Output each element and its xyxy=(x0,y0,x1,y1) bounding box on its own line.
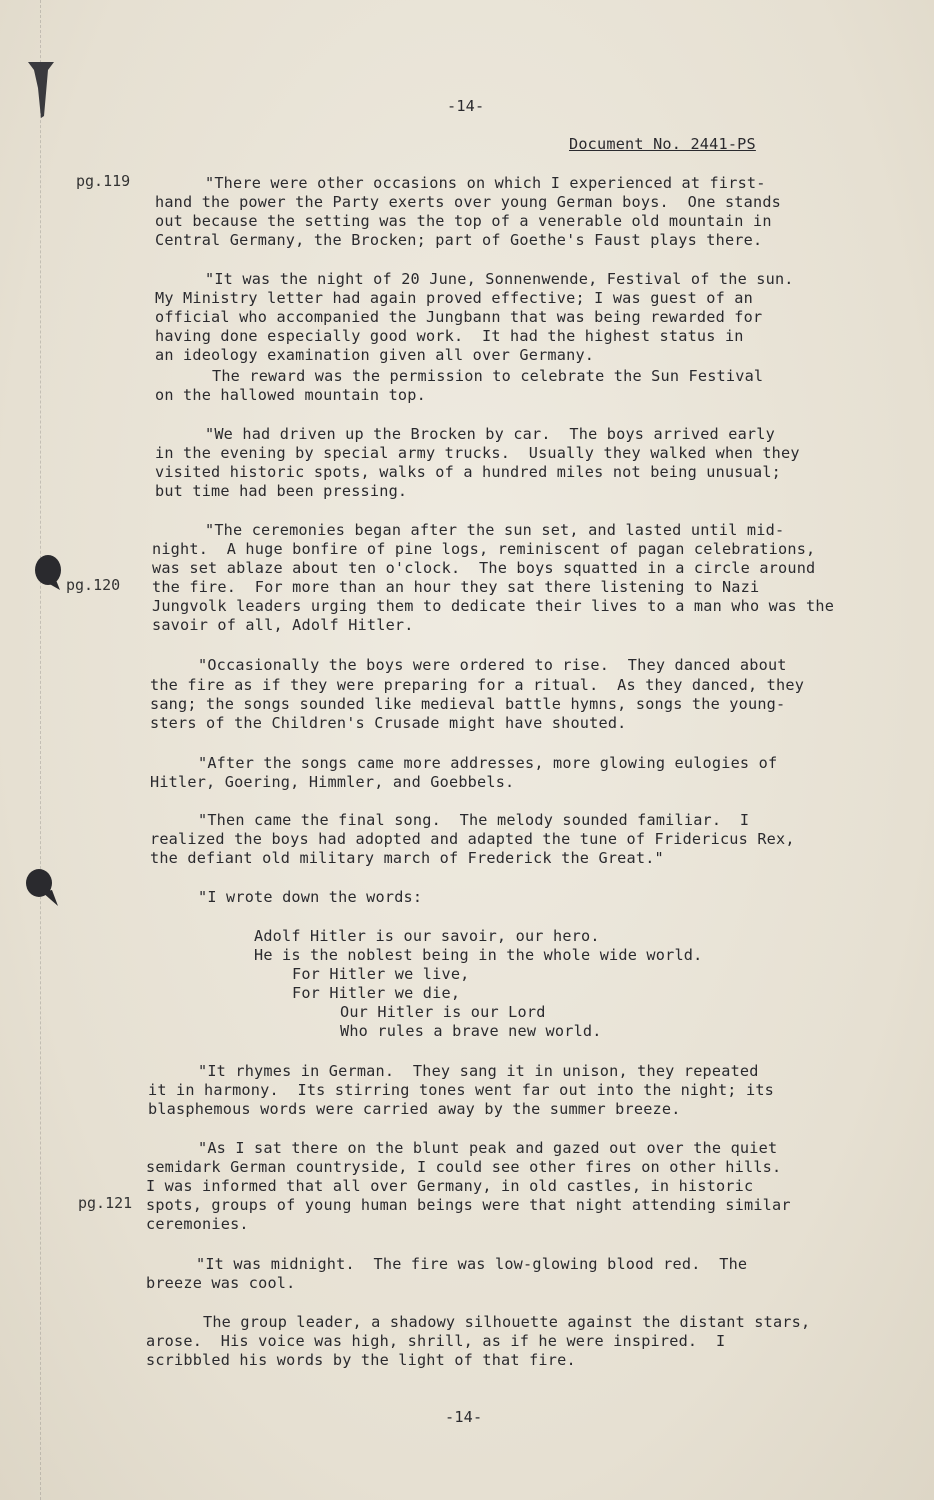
text-line: the fire. For more than an hour they sat there listening to Nazi xyxy=(152,578,760,596)
text-line: The reward was the permission to celebrate the Sun Festival xyxy=(212,367,764,385)
text-line: sang; the songs sounded like medieval battle hymns, songs the young- xyxy=(150,695,786,713)
text-line: out because the setting was the top of a venerable old mountain in xyxy=(155,212,772,230)
text-line: "I wrote down the words: xyxy=(198,888,423,906)
text-line: "It was the night of 20 June, Sonnenwende, Festival of the sun. xyxy=(205,270,794,288)
text-line: "Occasionally the boys were ordered to rise. They danced about xyxy=(198,656,787,674)
text-line: realized the boys had adopted and adapted the tune of Fridericus Rex, xyxy=(150,830,795,848)
text-line: Hitler, Goering, Himmler, and Goebbels. xyxy=(150,773,515,791)
text-line: the fire as if they were preparing for a ritual. As they danced, they xyxy=(150,676,805,694)
text-line: visited historic spots, walks of a hundred miles not being unusual; xyxy=(155,463,782,481)
verse-line: Our Hitler is our Lord xyxy=(340,1003,546,1021)
margin-ref-pg119: pg.119 xyxy=(76,172,131,190)
verse-line: For Hitler we die, xyxy=(292,984,461,1002)
text-line: "As I sat there on the blunt peak and gazed out over the quiet xyxy=(198,1139,778,1157)
text-line: "It was midnight. The fire was low-glowing blood red. The xyxy=(196,1255,748,1273)
text-line: "Then came the final song. The melody sounded familiar. I xyxy=(198,811,750,829)
text-line: it in harmony. Its stirring tones went far out into the night; its xyxy=(148,1081,775,1099)
text-line: blasphemous words were carried away by the summer breeze. xyxy=(148,1100,681,1118)
verse-line: Adolf Hitler is our savoir, our hero. xyxy=(254,927,600,945)
document-number: Document No. 2441-PS xyxy=(569,135,756,153)
text-line: ceremonies. xyxy=(146,1215,249,1233)
text-line: an ideology examination given all over Germany. xyxy=(155,346,595,364)
binder-clip-mark xyxy=(26,58,56,120)
text-line: "We had driven up the Brocken by car. The boys arrived early xyxy=(205,425,775,443)
text-line: in the evening by special army trucks. Usually they walked when they xyxy=(155,444,800,462)
text-line: scribbled his words by the light of that fire. xyxy=(146,1351,576,1369)
margin-ref-pg121: pg.121 xyxy=(78,1194,133,1212)
text-line: sters of the Children's Crusade might have shouted. xyxy=(150,714,627,732)
page-edge-mark xyxy=(40,0,55,1500)
page-number-top: -14- xyxy=(447,97,485,115)
text-line: I was informed that all over Germany, in old castles, in historic xyxy=(146,1177,754,1195)
text-line: having done especially good work. It had the highest status in xyxy=(155,327,744,345)
verse-line: For Hitler we live, xyxy=(292,965,470,983)
text-line: breeze was cool. xyxy=(146,1274,296,1292)
text-line: "The ceremonies began after the sun set, and lasted until mid- xyxy=(205,521,785,539)
text-line: semidark German countryside, I could see other fires on other hills. xyxy=(146,1158,782,1176)
punch-hole-mark-2 xyxy=(22,866,62,908)
text-line: Central Germany, the Brocken; part of Goethe's Faust plays there. xyxy=(155,231,763,249)
text-line: Jungvolk leaders urging them to dedicate their lives to a man who was the xyxy=(152,597,835,615)
text-line: on the hallowed mountain top. xyxy=(155,386,426,404)
text-line: "It rhymes in German. They sang it in unison, they repeated xyxy=(198,1062,759,1080)
text-line: savoir of all, Adolf Hitler. xyxy=(152,616,414,634)
verse-line: He is the noblest being in the whole wide world. xyxy=(254,946,703,964)
text-line: spots, groups of young human beings were that night attending similar xyxy=(146,1196,791,1214)
margin-ref-pg120: pg.120 xyxy=(66,576,121,594)
text-line: official who accompanied the Jungbann that was being rewarded for xyxy=(155,308,763,326)
text-line: arose. His voice was high, shrill, as if he were inspired. I xyxy=(146,1332,726,1350)
text-line: hand the power the Party exerts over young German boys. One stands xyxy=(155,193,782,211)
text-line: was set ablaze about ten o'clock. The boys squatted in a circle around xyxy=(152,559,816,577)
text-line: The group leader, a shadowy silhouette against the distant stars, xyxy=(203,1313,811,1331)
text-line: night. A huge bonfire of pine logs, reminiscent of pagan celebrations, xyxy=(152,540,816,558)
text-line: the defiant old military march of Frederick the Great." xyxy=(150,849,664,867)
verse-line: Who rules a brave new world. xyxy=(340,1022,602,1040)
punch-hole-mark-1 xyxy=(32,552,68,592)
text-line: "There were other occasions on which I experienced at first- xyxy=(205,174,766,192)
text-line: but time had been pressing. xyxy=(155,482,408,500)
text-line: My Ministry letter had again proved effective; I was guest of an xyxy=(155,289,753,307)
text-line: "After the songs came more addresses, more glowing eulogies of xyxy=(198,754,778,772)
page-number-bottom: -14- xyxy=(445,1408,483,1426)
